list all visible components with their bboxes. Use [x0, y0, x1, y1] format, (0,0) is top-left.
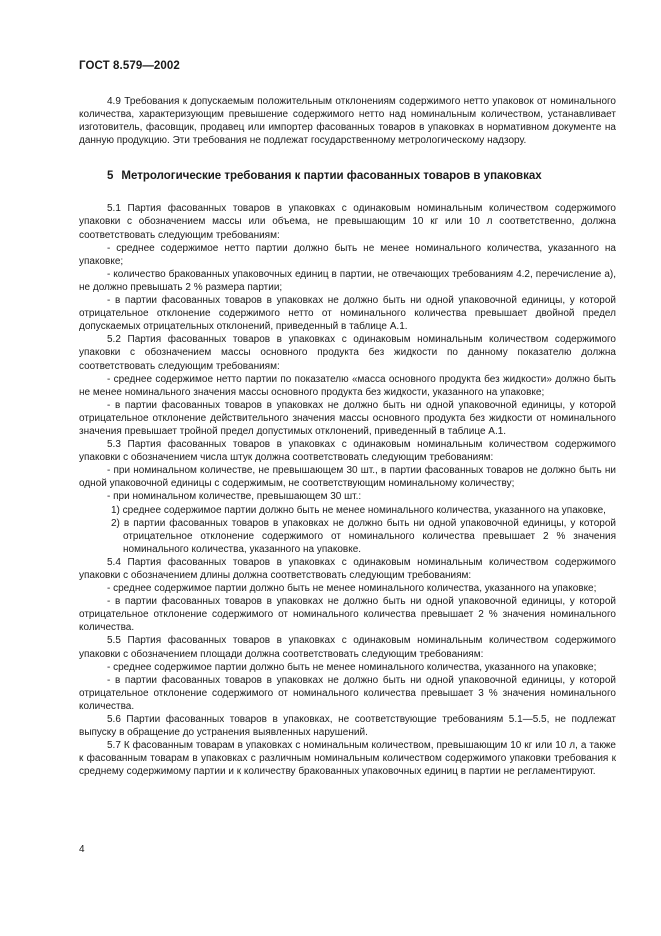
paragraph-5-2: 5.2 Партия фасованных товаров в упаковках с одинаковым номинальным количеством содержимого упаковки с обозначением массы основного продукта без жидкости по данному показателю должна соответствовать следующим требованиям: [79, 334, 616, 372]
list-item: - среднее содержимое нетто партии должно быть не менее номинального количества, указанного на упаковке; [79, 242, 616, 267]
list-item: - при номинальном количестве, превышающем 30 шт.: [107, 491, 362, 503]
list-item: - в партии фасованных товаров в упаковках не должно быть ни одной упаковочной единицы, у которой отрицательное отклонение содержимого от номинального количества превышает 3 % значения номинального количества. [79, 674, 616, 712]
list-item: - в партии фасованных товаров в упаковках не должно быть ни одной упаковочной единицы, у которой отрицательное отклонение содержимого от номинального количества превышает 2 % значения номинального количества. [79, 596, 616, 634]
list-item: - в партии фасованных товаров в упаковках не должно быть ни одной упаковочной единицы, у которой отрицательное отклонение действительного значения массы основного продукта без жидкости от номинального значения превышает тройной предел допустимых отклонений, приведенный в таблице А.1. [79, 399, 616, 437]
list-item: - в партии фасованных товаров в упаковках не должно быть ни одной упаковочной единицы, у которой отрицательное отклонение содержимого нетто от номинального количества превышает двойной предел допускаемых отрицательных отклонений, приведенный в таблице А.1. [79, 295, 616, 333]
list-item: - среднее содержимое партии должно быть не менее номинального количества, указанного на упаковке; [107, 583, 597, 595]
section-number: 5 [107, 170, 114, 183]
document-header: ГОСТ 8.579—2002 [79, 60, 180, 72]
paragraph-5-3: 5.3 Партия фасованных товаров в упаковках с одинаковым номинальным количеством содержимого упаковки с обозначением числа штук должна соответствовать следующим требованиям: [79, 439, 616, 464]
numbered-item: 2) в партии фасованных товаров в упаковках не должно быть ни одной упаковочной единицы, у которой отрицательное отклонение содержимого от номинального количества превышает 2 % значения номинального количества, указанного на упаковке. [111, 517, 616, 555]
list-item: - среднее содержимое нетто партии по показателю «масса основного продукта без жидкости» должно быть не менее номинального значения массы основного продукта без жидкости, указанного на упаковке; [79, 373, 616, 398]
paragraph-5-6: 5.6 Партии фасованных товаров в упаковках, не соответствующие требованиям 5.1—5.5, не подлежат выпуску в обращение до устранения выявленных нарушений. [79, 714, 616, 739]
paragraph-4-9: 4.9 Требования к допускаемым положительным отклонениям содержимого нетто упаковок от номинального количества, характеризующим превышение содержимого нетто над номинальным количеством, устанавливает изготовитель, фасовщик, продавец или импортер фасованных товаров в упаковках в нормативном документе на данную продукцию. Эти требования не подлежат государственному метрологическому надзору. [79, 96, 616, 147]
numbered-item: 1) среднее содержимое партии должно быть не менее номинального количества, указанного на упаковке, [111, 504, 606, 516]
page-body [79, 95, 616, 779]
section-title: Метрологические требования к партии фасованных товаров в упаковках [121, 170, 542, 183]
page-number: 4 [79, 844, 85, 855]
section-5-heading [107, 169, 616, 183]
list-item: - количество бракованных упаковочных единиц в партии, не отвечающих требованиям 4.2, перечисление а), не должно превышать 2 % размера партии; [79, 268, 616, 293]
paragraph-5-5: 5.5 Партия фасованных товаров в упаковках с одинаковым номинальным количеством содержимого упаковки с обозначением площади должна соответствовать следующим требованиям: [79, 635, 616, 660]
list-item: - среднее содержимое партии должно быть не менее номинального количества, указанного на упаковке; [107, 661, 597, 673]
paragraph-5-4: 5.4 Партия фасованных товаров в упаковках с одинаковым номинальным количеством содержимого упаковки с обозначением длины должна соответствовать следующим требованиям: [79, 556, 616, 581]
paragraph-5-7: 5.7 К фасованным товарам в упаковках с номинальным количеством, превышающим 10 кг или 10 л, а также к фасованным товарам в упаковках с различным номинальным количеством содержимого упаковки требования к среднему содержимому партии и к количеству бракованных упаковочных единиц в партии не регламентируют. [79, 740, 616, 778]
list-item: - при номинальном количестве, не превышающем 30 шт., в партии фасованных товаров не должно быть ни одной упаковочной единицы с содержимым, не соответствующим номинальному количеству; [79, 465, 616, 490]
paragraph-5-1: 5.1 Партия фасованных товаров в упаковках с одинаковым номинальным количеством содержимого упаковки с обозначением массы или объема, не превышающим 10 кг или 10 л соответственно, должна соответствовать следующим требованиям: [79, 203, 616, 241]
